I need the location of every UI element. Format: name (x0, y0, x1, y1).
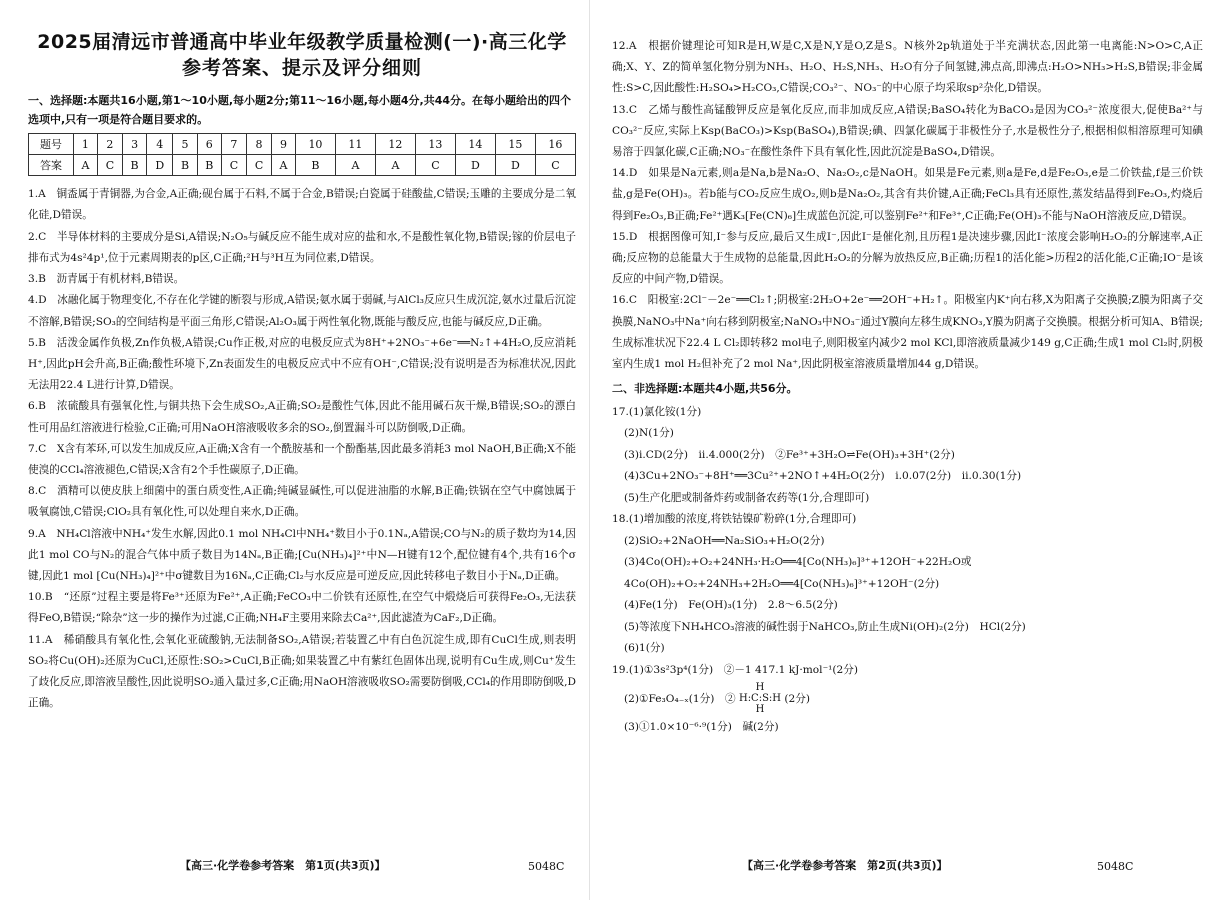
q-answer: D (455, 155, 495, 176)
q18-line: (2)SiO₂+2NaOH══Na₂SiO₃+H₂O(2分) (624, 534, 825, 547)
q-number: 3 (122, 134, 146, 155)
q-number: 14 (455, 134, 495, 155)
q-answer: B (122, 155, 146, 176)
q17-line: (2)N(1分) (624, 427, 674, 440)
q-answer: A (375, 155, 415, 176)
explanation-item: 3.B 沥青属于有机材料,B错误。 (28, 273, 185, 286)
answer-table (28, 133, 576, 176)
explanation-item: 7.C X含有苯环,可以发生加成反应,A正确;X含有一个酰胺基和一个酚酯基,因此最多消耗3 mol NaOH,B正确;X不能使溴的CCl₄溶液褪色,C错误;X含有2个手性碳原子,D正确。 (28, 442, 576, 476)
explanation-item: 11.A 稀硝酸具有氧化性,会氧化亚硫酸钠,无法制备SO₂,A错误;若装置乙中有白色沉淀生成,即有CuCl生成,则表明SO₂将Cu(OH)₂还原为CuCl,还原性:SO₂>CuCl,B正确;如果装置乙中有紫红色固体出现,说明有Cu生成,则Cu⁺发生了歧化反应,即溶液呈酸性,因此说明SO₂通入量过多,C正确;用NaOH溶液吸收SO₂需要防倒吸,CCl₄的作用即防倒吸,D正确。 (28, 633, 576, 710)
q-number: 15 (495, 134, 535, 155)
q18-line: 18.(1)增加酸的浓度,将铁钴镍矿粉碎(1分,合理即可) (612, 513, 857, 526)
lewis-bottom: H (755, 704, 765, 716)
explanation-item: 9.A NH₄Cl溶液中NH₄⁺发生水解,因此0.1 mol NH₄Cl中NH₄⁺数目小于0.1Nₐ,A错误;CO与N₂的质子数均为14,因此1 mol CO与N₂的混合气体中质子数目为14Nₐ,B正确;[Cu(NH₃)₄]²⁺中N—H键有12个,配位键有4个,共有16个σ键,因此1 mol [Cu(NH₃)₄]²⁺中σ键数目为16Nₐ,C正确;Cl₂与水反应是可逆反应,因此转移电子数目小于Nₐ,D正确。 (28, 527, 576, 582)
q-number: 11 (335, 134, 375, 155)
q-number: 16 (535, 134, 575, 155)
page-footer: 【高三·化学卷参考答案 第2页(共3页)】 (742, 859, 948, 872)
q-number: 4 (147, 134, 173, 155)
q-answer: C (535, 155, 575, 176)
explanation-item: 12.A 根据价键理论可知R是H,W是C,X是N,Y是O,Z是S。N核外2p轨道处于半充满状态,因此第一电离能:N>O>C,A正确;X、Y、Z的简单氢化物分别为NH₃、H₂O、H₂S,NH₃、H₂O有分子间氢键,沸点高,即沸点:H₂O>NH₃>H₂S,B错误;非金属性:S>C,因此酸性:H₂SO₄>H₂CO₃,C错误;CO₃²⁻、NO₃⁻的中心原子均采取sp²杂化,D错误。 (612, 40, 1203, 95)
q-number: 6 (197, 134, 221, 155)
exam-subtitle: 参考答案、提示及评分细则 (181, 56, 422, 79)
q-answer: A (74, 155, 98, 176)
q-number: 8 (246, 134, 271, 155)
q18-line: (5)等浓度下NH₄HCO₃溶液的碱性弱于NaHCO₃,防止生成Ni(OH)₂(2分) HCl(2分) (624, 620, 1026, 633)
question-number-row (29, 134, 576, 155)
q-answer: D (495, 155, 535, 176)
q17-line: (3)ⅰ.CD(2分) ⅱ.4.000(2分) ②Fe³⁺+3H₂O⇌Fe(OH)₃+3H⁺(2分) (624, 448, 955, 461)
q-answer: B (197, 155, 221, 176)
explanation-item: 5.B 活泼金属作负极,Zn作负极,A错误;Cu作正极,对应的电极反应式为8H⁺+2NO₃⁻+6e⁻══N₂↑+4H₂O,反应消耗H⁺,因此pH会升高,B正确;酸性环境下,Zn表面发生的电极反应式中不应有OH⁻,C错误;没有说明是否为标准状况,因此无法用22.4 L进行计算,D错误。 (28, 336, 576, 392)
section-two-heading: 二、非选择题:本题共4小题,共56分。 (612, 382, 798, 396)
q-answer: A (335, 155, 375, 176)
explanation-item: 10.B “还原”过程主要是将Fe³⁺还原为Fe²⁺,A正确;FeCO₃中二价铁有还原性,在空气中煅烧后可获得Fe₂O₃,无法获得FeO,B错误;“除杂”这一步的操作为过滤,C正确;NH₄F主要用来除去Ca²⁺,因此滤渣为CaF₂,D正确。 (28, 591, 576, 625)
answer-page-2 (590, 0, 1231, 900)
q19-line-lewis (612, 681, 1203, 717)
q-answer: A (272, 155, 296, 176)
q17-line: (5)生产化肥或制备炸药或制备农药等(1分,合理即可) (624, 491, 870, 504)
q-number: 2 (97, 134, 122, 155)
q17-line: 17.(1)氯化铵(1分) (612, 406, 702, 419)
q-number: 10 (295, 134, 335, 155)
q19-line: (3)①1.0×10⁻⁶·⁹(1分) 碱(2分) (624, 720, 779, 733)
explanation-item: 16.C 阳极室:2Cl⁻－2e⁻══Cl₂↑;阴极室:2H₂O+2e⁻══2OH⁻+H₂↑。阳极室内K⁺向右移,X为阳离子交换膜;Z膜为阳离子交换膜,NaNO₃中Na⁺向右移到阴极室;NaNO₃中NO₃⁻通过Y膜向左移生成KNO₃,Y膜为阴离子交换膜。根据分析可知A、B错误;生成标准状况下22.4 L Cl₂即转移2 mol电子,则阳极室内减少2 mol KCl,即溶液质量减少149 g,C正确;生成1 mol Cl₂时,阴极室内生成1 mol H₂但补充了2 mol Na⁺,因此阴极室溶液质量增加44 g,D错误。 (612, 294, 1203, 371)
paper-code: 5048C (1097, 860, 1134, 873)
q18-line: (6)1(分) (624, 642, 665, 655)
q-number: 12 (375, 134, 415, 155)
exam-title: 2025届清远市普通高中毕业年级教学质量检测(一)·高三化学 (37, 31, 567, 53)
q19-part2-text: (2)①Fe₃O₄₋ₓ(1分) ② (624, 692, 736, 705)
explanation-item: 4.D 冰融化属于物理变化,不存在化学键的断裂与形成,A错误;氨水属于弱碱,与AlCl₃反应只生成沉淀,氨水过量后沉淀不溶解,B错误;SO₃的空间结构是平面三角形,C错误;Al₂O₃属于两性氧化物,既能与酸反应,也能与碱反应,D正确。 (28, 294, 576, 328)
explanation-item: 6.B 浓硫酸具有强氧化性,与铜共热下会生成SO₂,A正确;SO₂是酸性气体,因此不能用碱石灰干燥,B错误;SO₂的漂白性可用品红溶液进行检验,C正确;可用NaOH溶液吸收多余的SO₂,倒置漏斗可以防倒吸,D正确。 (28, 400, 576, 434)
q-number: 1 (74, 134, 98, 155)
explanation-item: 14.D 如果是Na元素,则a是Na,b是Na₂O、Na₂O₂,c是NaOH。如果是Fe元素,则a是Fe,d是Fe₂O₃,e是二价铁盐,f是三价铁盐,g是Fe(OH)₃。若b能与CO₂反应生成O₂,则b是Na₂O₂,其含有共价键,A正确;FeCl₃具有还原性,蒸发结晶得到Fe₂O₃,灼烧后得到Fe₂O₃,B正确;Fe²⁺遇K₃[Fe(CN)₆]生成蓝色沉淀,可以鉴别Fe²⁺和Fe³⁺,C正确;Fe(OH)₃不能与NaOH溶液反应,D错误。 (612, 167, 1203, 222)
paper-code: 5048C (528, 860, 565, 873)
page-footer: 【高三·化学卷参考答案 第1页(共3页)】 (180, 859, 386, 872)
section-one-heading: 一、选择题:本题共16小题,第1～10小题,每小题2分;第11～16小题,每小题4分,共44分。在每小题给出的四个选项中,只有一项是符合题目要求的。 (28, 94, 572, 127)
q-answer: D (147, 155, 173, 176)
answer-row (29, 155, 576, 176)
explanation-item: 15.D 根据图像可知,I⁻参与反应,最后又生成I⁻,因此I⁻是催化剂,且历程1是决速步骤,因此I⁻浓度会影响H₂O₂的分解速率,A正确;反应物的总能量大于生成物的总能量,因此H₂O₂的分解为放热反应,B正确;历程1的活化能>历程2的活化能,C正确;IO⁻是该反应的中间产物,D错误。 (612, 230, 1203, 286)
q-number: 13 (415, 134, 455, 155)
q18-line: (3)4Co(OH)₂+O₂+24NH₃·H₂O══4[Co(NH₃)₆]³⁺+12OH⁻+22H₂O或4Co(OH)₂+O₂+24NH₃+2H₂O══4[Co(NH₃)₆]³⁺+12OH⁻(2分) (624, 556, 972, 590)
explanation-item: 8.C 酒精可以使皮肤上细菌中的蛋白质变性,A正确;纯碱显碱性,可以促进油脂的水解,B正确;铁锅在空气中腐蚀属于吸氧腐蚀,C错误;ClO₂具有氧化性,可以处理自来水,D正确。 (28, 485, 576, 519)
lewis-top: H (755, 682, 765, 694)
q19-line: 19.(1)①3s²3p⁴(1分) ②－1 417.1 kJ·mol⁻¹(2分) (612, 663, 859, 676)
lewis-middle: H:C:S:H (738, 693, 782, 705)
explanation-item: 2.C 半导体材料的主要成分是Si,A错误;N₂O₅与碱反应不能生成对应的盐和水,不是酸性氧化物,B错误;镓的价层电子排布式为4s²4p¹,位于元素周期表的p区,C正确;²H与³H互为同位素,D错误。 (28, 230, 576, 264)
lewis-score: (2分) (784, 692, 811, 705)
explanation-item: 1.A 铜盉属于青铜器,为合金,A正确;砚台属于石料,不属于合金,B错误;白瓷属于硅酸盐,C错误;玉雕的主要成分是二氧化硅,D错误。 (28, 188, 576, 222)
q-number: 5 (173, 134, 197, 155)
q-answer: C (415, 155, 455, 176)
q-answer: B (295, 155, 335, 176)
lewis-structure (739, 682, 781, 715)
row-head-number: 题号 (29, 134, 74, 155)
q-answer: C (97, 155, 122, 176)
answer-page-1 (0, 0, 590, 900)
q-number: 9 (272, 134, 296, 155)
q-number: 7 (221, 134, 246, 155)
q-answer: B (173, 155, 197, 176)
row-head-answer: 答案 (29, 155, 74, 176)
explanation-item: 13.C 乙烯与酸性高锰酸钾反应是氧化反应,而非加成反应,A错误;BaSO₄转化为BaCO₃是因为CO₃²⁻浓度很大,促使Ba²⁺与CO₃²⁻反应,实际上Ksp(BaCO₃)>Ksp(BaSO₄),B错误;碘、四氯化碳属于非极性分子,水是极性分子,根据相似相溶原理可知碘易溶于四氯化碳,C正确;NO₃⁻在酸性条件下具有氧化性,因此沉淀是BaSO₄,D错误。 (612, 103, 1203, 159)
q-answer: C (221, 155, 246, 176)
q18-line: (4)Fe(1分) Fe(OH)₃(1分) 2.8～6.5(2分) (624, 599, 838, 612)
q17-line: (4)3Cu+2NO₃⁻+8H⁺══3Cu²⁺+2NO↑+4H₂O(2分) ⅰ.0.07(2分) ⅱ.0.30(1分) (624, 470, 1022, 483)
q-answer: C (246, 155, 271, 176)
